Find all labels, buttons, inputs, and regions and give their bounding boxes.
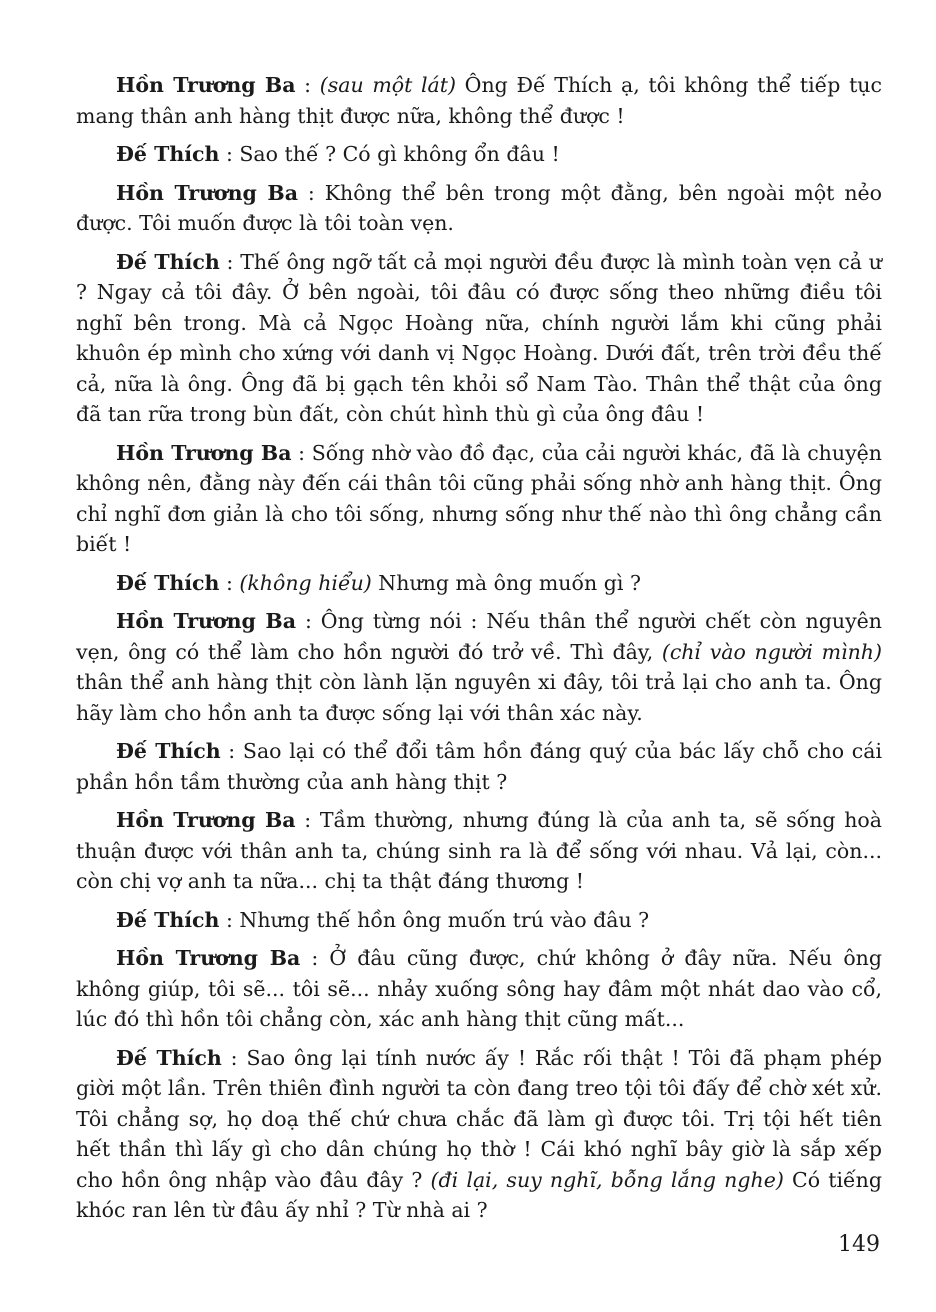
dialogue-text: Ông Đế Thích ạ, tôi không thể tiếp tục mang thân anh hàng thịt được nữa, không thể được ! bbox=[76, 73, 882, 128]
dialogue-text: : Thế ông ngỡ tất cả mọi người đều được là mình toàn vẹn cả ư ? Ngay cả tôi đây. Ở bên ngoài, tôi đâu có được sống theo những điều tôi nghĩ bên trong. Mà cả Ngọc Hoàng nữa, chính người lắm khi cũng phải khuôn ép mình cho xứng với danh vị Ngọc Hoàng. Dưới đất, trên trời đều thế cả, nữa là ông. Ông đã bị gạch tên khỏi sổ Nam Tào. Thân thể thật của ông đã tan rữa trong bùn đất, còn chút hình thù gì của ông đâu ! bbox=[76, 249, 883, 426]
dialogue-paragraph bbox=[76, 943, 882, 1035]
stage-direction: (không hiểu) bbox=[239, 570, 372, 595]
dialogue-text: : Không thể bên trong một đằng, bên ngoài một nẻo được. Tôi muốn được là tôi toàn vẹn. bbox=[76, 180, 882, 235]
dialogue-text: Có tiếng khóc ran lên từ đâu ấy nhỉ ? Từ nhà ai ? bbox=[76, 1167, 882, 1222]
dialogue-paragraph bbox=[76, 805, 882, 897]
dialogue-text: thân thể anh hàng thịt còn lành lặn nguyên xi đây, tôi trả lại cho anh ta. Ông hãy làm cho hồn anh ta được sống lại với thân xác này. bbox=[76, 670, 882, 725]
dialogue-paragraph bbox=[76, 70, 882, 131]
dialogue-paragraph bbox=[76, 568, 882, 599]
speaker-name: Đế Thích bbox=[116, 142, 220, 166]
book-page-body bbox=[76, 70, 882, 1234]
dialogue-paragraph bbox=[76, 139, 882, 170]
dialogue-text: : Sao ông lại tính nước ấy ! Rắc rối thật ! Tôi đã phạm phép giời một lần. Trên thiên đình người ta còn đang treo tội tôi đấy để chờ xét xử. Tôi chẳng sợ, họ doạ thế chứ chưa chắc đã làm gì được tôi. Trị tội hết tiên hết thần thì lấy gì cho dân chúng họ thờ ! Cái khó nghĩ bây giờ là sắp xếp cho hồn ông nhập vào đâu đây ? bbox=[76, 1045, 882, 1192]
dialogue-text: : Sao lại có thể đổi tâm hồn đáng quý của bác lấy chỗ cho cái phần hồn tầm thường của anh hàng thịt ? bbox=[76, 739, 882, 794]
dialogue-paragraph bbox=[76, 178, 882, 239]
dialogue-text: : Sống nhờ vào đồ đạc, của cải người khác, đã là chuyện không nên, đằng này đến cái thân tôi cũng phải sống nhờ anh hàng thịt. Ông chỉ nghĩ đơn giản là cho tôi sống, nhưng sống như thế nào thì ông chẳng cần biết ! bbox=[76, 440, 882, 556]
speaker-name: Hồn Trương Ba bbox=[116, 440, 292, 465]
dialogue-text: : Sao thế ? Có gì không ổn đâu ! bbox=[219, 142, 560, 166]
speaker-name: Hồn Trương Ba bbox=[116, 73, 296, 97]
dialogue-paragraph bbox=[76, 606, 882, 728]
speaker-name: Hồn Trương Ba bbox=[116, 180, 298, 205]
dialogue-paragraph bbox=[76, 1043, 882, 1226]
speaker-name: Đế Thích bbox=[116, 739, 221, 763]
speaker-name: Đế Thích bbox=[116, 907, 220, 932]
speaker-name: Đế Thích bbox=[116, 1045, 222, 1070]
dialogue-text: : bbox=[219, 570, 240, 595]
dialogue-paragraph bbox=[76, 247, 882, 430]
page-number: 149 bbox=[838, 1232, 880, 1257]
stage-direction: (chỉ vào người mình) bbox=[661, 639, 883, 664]
speaker-name: Hồn Trương Ba bbox=[116, 946, 301, 970]
speaker-name: Đế Thích bbox=[116, 249, 220, 274]
dialogue-paragraph bbox=[76, 438, 882, 560]
dialogue-text: Nhưng mà ông muốn gì ? bbox=[371, 570, 641, 595]
dialogue-text: : Nhưng thế hồn ông muốn trú vào đâu ? bbox=[219, 907, 650, 932]
dialogue-text: : Ở đâu cũng được, chứ không ở đây nữa. Nếu ông không giúp, tôi sẽ... tôi sẽ... nhảy xuống sông hay đâm một nhát dao vào cổ, lúc đó thì hồn tôi chẳng còn, xác anh hàng thịt cũng mất... bbox=[76, 946, 882, 1031]
dialogue-text: : Tầm thường, nhưng đúng là của anh ta, sẽ sống hoà thuận được với thân anh ta, chúng sinh ra là để sống với nhau. Vả lại, còn... còn chị vợ anh ta nữa... chị ta thật đáng thương ! bbox=[76, 808, 882, 893]
speaker-name: Đế Thích bbox=[116, 570, 220, 595]
stage-direction: (đi lại, suy nghĩ, bỗng lắng nghe) bbox=[430, 1167, 784, 1192]
dialogue-paragraph bbox=[76, 736, 882, 797]
dialogue-text: : Ông từng nói : Nếu thân thể người chết còn nguyên vẹn, ông có thể làm cho hồn người đó trở về. Thì đây, bbox=[76, 609, 882, 664]
speaker-name: Hồn Trương Ba bbox=[116, 808, 296, 832]
stage-direction: (sau một lát) bbox=[319, 73, 457, 97]
dialogue-paragraph bbox=[76, 905, 882, 936]
dialogue-text: : bbox=[295, 73, 320, 97]
speaker-name: Hồn Trương Ba bbox=[116, 609, 297, 633]
